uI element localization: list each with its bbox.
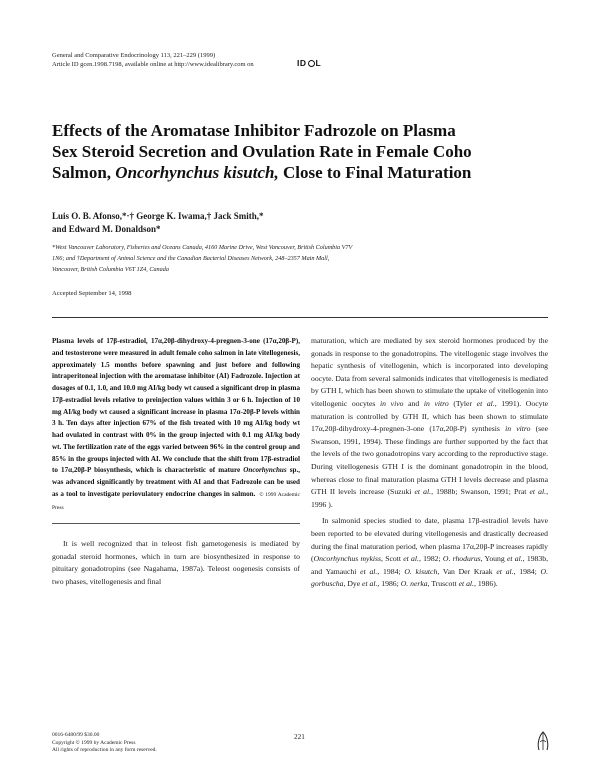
affiliation-line-3: Vancouver, British Columbia V6T 1Z4, Canada — [52, 266, 169, 273]
title-line-2: Sex Steroid Secretion and Ovulation Rate in Female Coho — [52, 142, 472, 161]
author-list — [52, 210, 392, 235]
title-line-1: Effects of the Aromatase Inhibitor Fadrozole on Plasma — [52, 121, 456, 140]
affiliation-line-2: 1N6; and †Department of Animal Science and the Canadian Bacterial Diseases Network, 248–2357 Main Mall, — [52, 255, 330, 262]
title-line-3-suffix: Close to Final Maturation — [278, 163, 472, 182]
intro-paragraph: It is well recognized that in teleost fish gametogenesis is mediated by gonadal steroid hormones, which in turn are biosynthesized in response to pituitary gonadotropins (see Nagahama, 1987a). Teleost oogenesis consists of two phases, vitellogenesis and final — [52, 539, 300, 587]
ideal-logo-right: L — [315, 58, 322, 68]
article-id-line: Article ID gcen.1998.7198, available online at http://www.idealibrary.com on — [52, 61, 254, 69]
body-paragraph-2: In salmonid species studied to date, plasma 17β-estradiol levels have been reported to be elevated during vitellogenesis and drastically decreased during the final maturation period, when plasma 17α,20β-P increases rapidly (Oncorhynchus mykiss, Scott et al., 1982; O. rhodurus, Young et al., 1983b, and Yamauchi et al., 1984; O. kisutch, Van Der Kraak et al., 1984; O. gorbuscha, Dye et al., 1986; O. nerka, Truscott et al., 1986). — [311, 516, 549, 589]
accepted-date: Accepted September 14, 1998 — [52, 290, 132, 297]
right-column — [311, 335, 548, 591]
page-number: 221 — [294, 733, 305, 741]
header-divider — [52, 317, 548, 318]
title-line-3-prefix: Salmon, — [52, 163, 116, 182]
title-species: Oncorhynchus kisutch, — [115, 163, 279, 182]
journal-header — [52, 51, 372, 70]
title-line-3 — [52, 162, 522, 183]
abstract-text: Plasma levels of 17β-estradiol, 17α,20β-dihydroxy-4-pregnen-3-one (17α,20β-P), and testosterone were measured in adult female coho salmon in late vitellogenesis, approximately 1.5 months before spawning and just before and following intraperitoneal injection with the aromatase inhibitor (AI) Fadrozole. Injection at dosages of 0.1, 1.0, and 10.0 mg AI/kg body wt caused a significant drop in plasma 17β-estradiol levels relative to preinjection values within 3 or 6 h. Injection of 10 mg AI/kg body wt caused a significant increase in plasma 17α-20β-P levels within 3 h. Ten days after injection 67% of the fish treated with 10 mg AI/kg body wt had ovulated in contrast with 0% in the group injected with 0.1 mg AI/kg body wt. The fertilization rate of the eggs varied between 96% in the control group and 85% in the groups injected with AI. We conclude that the shift from 17β-estradiol to 17α,20β-P biosynthesis, which is characteristic of mature — [52, 337, 300, 475]
affiliations — [52, 242, 552, 275]
authors-line-2: and Edward M. Donaldson* — [52, 223, 161, 234]
footer-copyright: Copyright © 1999 by Academic Press — [52, 739, 136, 746]
ideal-logo-icon — [308, 60, 315, 67]
abstract-species: Oncorhynchus — [243, 466, 287, 475]
abstract-copyright: © 1999 Academic Press — [52, 491, 300, 511]
abstract-text-end: sp., was advanced significantly by treatment with AI and that Fadrozole can be used as a tool to investigate periovulatory endocrine changes in salmon. — [52, 466, 301, 498]
abstract-divider — [52, 523, 300, 524]
abstract — [52, 336, 300, 514]
ideal-logo-left: ID — [297, 58, 307, 68]
authors-line-1: Luis O. B. Afonso,*·† George K. Iwama,† Jack Smith,* — [52, 211, 264, 221]
copyright-footer — [52, 732, 157, 755]
left-column — [52, 336, 300, 589]
body-paragraph-1: maturation, which are mediated by sex steroid hormones produced by the gonads in response to the gonadotropins. The vitellogenic stage involves the hepatic synthesis of vitellogenin, which is incorporated into developing oocyte. Data from several salmonids indicates that vitellogenesis is mediated by GTH I, which has been shown to stimulate the uptake of vitellogenin into vitellogenic oocytes in vivo and in vitro (Tyler et al., 1991). Oocyte maturation is controlled by GTH II, which has been shown to stimulate 17α,20β-dihydroxy-4-pregnen-3-one (17α,20β-P) synthesis in vitro (see Swanson, 1991, 1994). These findings are further supported by the fact that the levels of the two gonadotropins vary according to the reproductive stage. During vitellogenesis GTH I is the dominant gonadotropin in the blood, whereas close to final maturation plasma GTH I levels decrease and plasma GTH II levels increase (Suzuki et al., 1988b; Swanson, 1991; Prat et al., 1996 ). — [311, 336, 549, 509]
publisher-emblem-icon — [536, 730, 550, 752]
footer-rights: All rights of reproduction in any form reserved. — [52, 747, 157, 754]
ideal-logo[interactable] — [297, 58, 321, 68]
affiliation-line-1: *West Vancouver Laboratory, Fisheries and Oceans Canada, 4160 Marine Drive, West Vancouver, British Columbia V7V — [52, 244, 353, 251]
footer-price: 0016-6480/99 $30.00 — [52, 732, 100, 738]
article-title — [52, 120, 522, 183]
journal-citation: General and Comparative Endocrinology 113, 221–229 (1999) — [52, 52, 216, 59]
